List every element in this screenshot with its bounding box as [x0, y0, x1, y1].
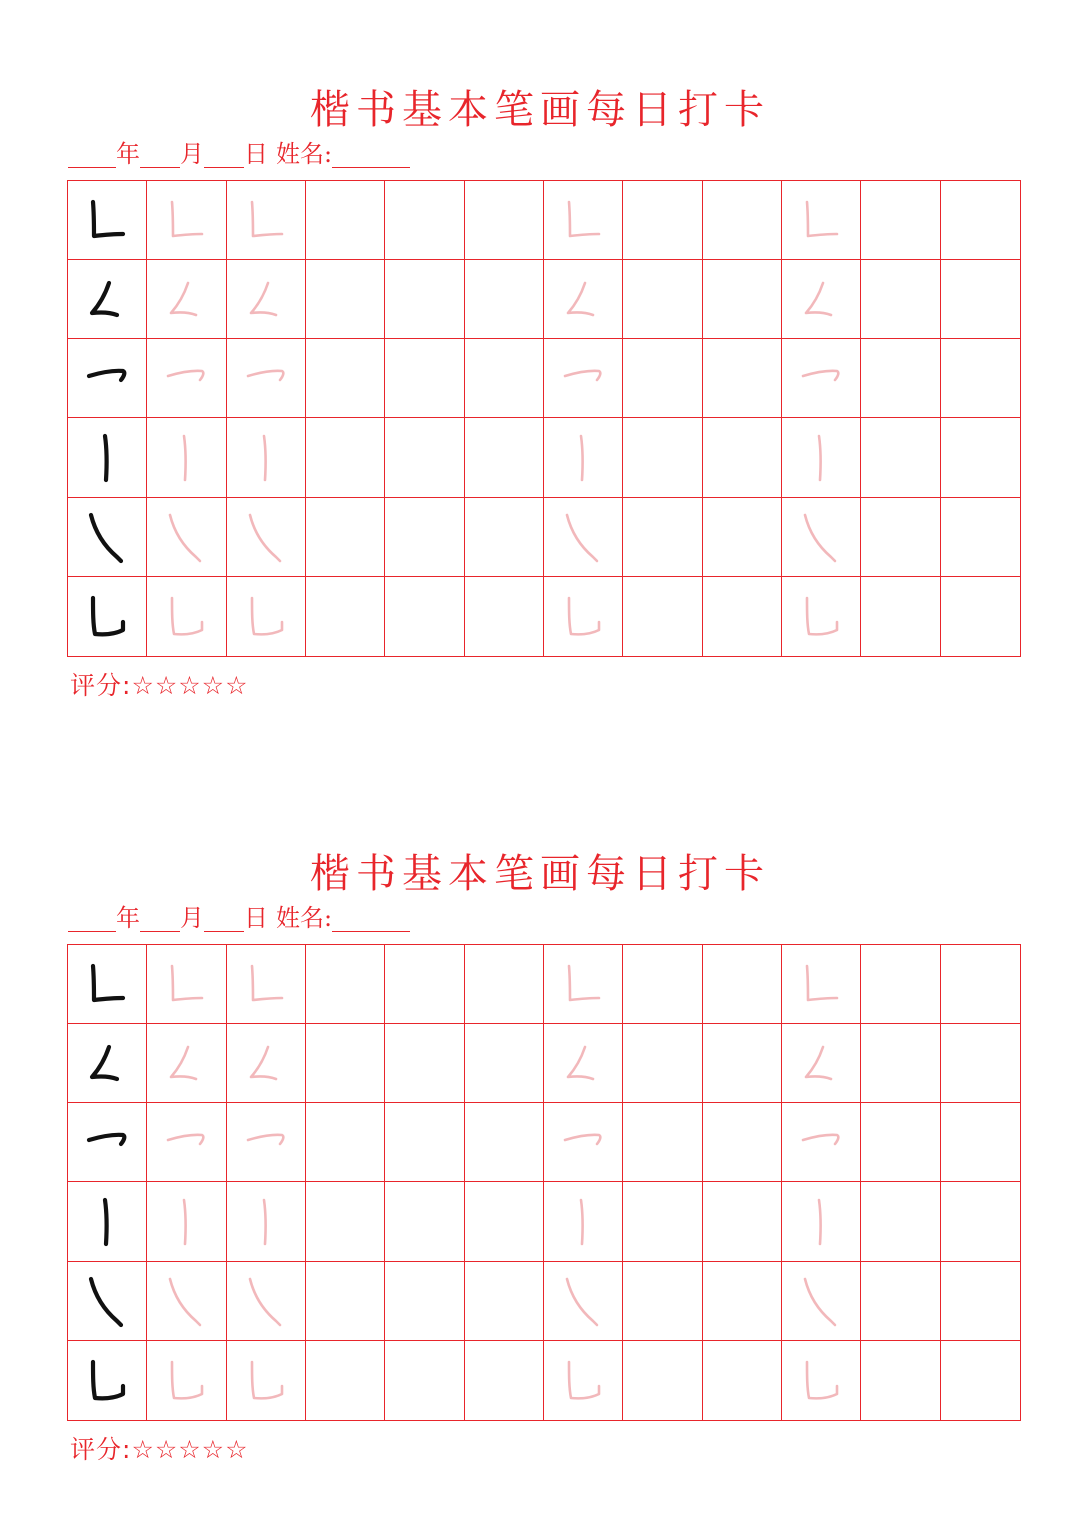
trace-stroke-cell[interactable]: [782, 339, 861, 418]
shu-wan-icon: [242, 1352, 290, 1408]
heng-gou-icon: [797, 350, 845, 406]
year-blank[interactable]: [68, 141, 116, 168]
shu-wan-icon: [797, 588, 845, 644]
shu-zhe-icon: [162, 192, 210, 248]
rating-line: [70, 1432, 249, 1468]
model-stroke-cell: [68, 1262, 147, 1341]
shu-zhe-icon: [83, 192, 131, 248]
trace-stroke-cell[interactable]: [227, 339, 306, 418]
model-stroke-cell: [68, 1341, 147, 1420]
xie-gou-icon: [83, 1273, 131, 1329]
shu-wan-icon: [162, 1352, 210, 1408]
pie-dian-icon: [559, 271, 607, 327]
blank-practice-cell[interactable]: [465, 1341, 544, 1420]
name-label: 姓名:: [276, 140, 333, 168]
blank-practice-cell[interactable]: [385, 418, 464, 497]
name-blank[interactable]: [332, 905, 410, 932]
blank-practice-cell[interactable]: [465, 1182, 544, 1261]
model-stroke-cell: [68, 339, 147, 418]
day-label: 日: [244, 904, 268, 932]
month-blank[interactable]: [140, 905, 180, 932]
model-stroke-cell: [68, 1182, 147, 1261]
blank-practice-cell[interactable]: [861, 1103, 940, 1182]
trace-stroke-cell[interactable]: [147, 181, 226, 260]
trace-stroke-cell[interactable]: [544, 1103, 623, 1182]
trace-stroke-cell[interactable]: [782, 181, 861, 260]
blank-practice-cell[interactable]: [465, 1103, 544, 1182]
pie-dian-icon: [797, 1035, 845, 1091]
model-stroke-cell: [68, 945, 147, 1024]
shu-wan-icon: [162, 588, 210, 644]
blank-practice-cell[interactable]: [861, 1024, 940, 1103]
blank-practice-cell[interactable]: [465, 945, 544, 1024]
blank-practice-cell[interactable]: [385, 1341, 464, 1420]
trace-stroke-cell[interactable]: [227, 498, 306, 577]
practice-grid: [67, 180, 1021, 657]
sheet-title: 楷书基本笔画每日打卡: [310, 87, 770, 133]
blank-practice-cell[interactable]: [941, 1262, 1020, 1341]
xie-gou-icon: [797, 1273, 845, 1329]
shu-icon: [797, 1194, 845, 1250]
blank-practice-cell[interactable]: [385, 339, 464, 418]
blank-practice-cell[interactable]: [861, 260, 940, 339]
trace-stroke-cell[interactable]: [147, 339, 226, 418]
blank-practice-cell[interactable]: [941, 181, 1020, 260]
trace-stroke-cell[interactable]: [147, 1103, 226, 1182]
shu-wan-icon: [242, 588, 290, 644]
trace-stroke-cell[interactable]: [544, 945, 623, 1024]
blank-practice-cell[interactable]: [306, 1182, 385, 1261]
model-stroke-cell: [68, 1024, 147, 1103]
xie-gou-icon: [83, 509, 131, 565]
blank-practice-cell[interactable]: [385, 577, 464, 656]
model-stroke-cell: [68, 260, 147, 339]
trace-stroke-cell[interactable]: [227, 1103, 306, 1182]
trace-stroke-cell[interactable]: [227, 260, 306, 339]
trace-stroke-cell[interactable]: [782, 1024, 861, 1103]
blank-practice-cell[interactable]: [941, 577, 1020, 656]
trace-stroke-cell[interactable]: [782, 260, 861, 339]
shu-icon: [559, 430, 607, 486]
pie-dian-icon: [162, 1035, 210, 1091]
blank-practice-cell[interactable]: [861, 1262, 940, 1341]
trace-stroke-cell[interactable]: [227, 577, 306, 656]
pie-dian-icon: [162, 271, 210, 327]
trace-stroke-cell[interactable]: [544, 1024, 623, 1103]
trace-stroke-cell[interactable]: [147, 1024, 226, 1103]
xie-gou-icon: [162, 1273, 210, 1329]
heng-gou-icon: [797, 1114, 845, 1170]
blank-practice-cell[interactable]: [306, 1103, 385, 1182]
blank-practice-cell[interactable]: [385, 498, 464, 577]
day-blank[interactable]: [204, 141, 244, 168]
shu-zhe-icon: [242, 956, 290, 1012]
sheet-title: 楷书基本笔画每日打卡: [310, 851, 770, 897]
blank-practice-cell[interactable]: [941, 418, 1020, 497]
blank-practice-cell[interactable]: [306, 260, 385, 339]
blank-practice-cell[interactable]: [941, 1182, 1020, 1261]
blank-practice-cell[interactable]: [385, 1262, 464, 1341]
blank-practice-cell[interactable]: [465, 418, 544, 497]
model-stroke-cell: [68, 1103, 147, 1182]
trace-stroke-cell[interactable]: [227, 1262, 306, 1341]
blank-practice-cell[interactable]: [385, 181, 464, 260]
blank-practice-cell[interactable]: [861, 945, 940, 1024]
trace-stroke-cell[interactable]: [782, 1103, 861, 1182]
blank-practice-cell[interactable]: [385, 1182, 464, 1261]
blank-practice-cell[interactable]: [703, 339, 782, 418]
blank-practice-cell[interactable]: [385, 260, 464, 339]
rating-line: [70, 668, 249, 704]
blank-practice-cell[interactable]: [623, 181, 702, 260]
practice-sheet-2: [0, 764, 1080, 1528]
year-label: 年: [116, 904, 140, 932]
xie-gou-icon: [797, 509, 845, 565]
blank-practice-cell[interactable]: [941, 1103, 1020, 1182]
trace-stroke-cell[interactable]: [147, 418, 226, 497]
blank-practice-cell[interactable]: [623, 260, 702, 339]
rating-label: 评分:: [70, 1435, 132, 1464]
xie-gou-icon: [559, 1273, 607, 1329]
day-blank[interactable]: [204, 905, 244, 932]
trace-stroke-cell[interactable]: [544, 577, 623, 656]
blank-practice-cell[interactable]: [861, 181, 940, 260]
blank-practice-cell[interactable]: [941, 498, 1020, 577]
blank-practice-cell[interactable]: [703, 1341, 782, 1420]
name-blank[interactable]: [332, 141, 410, 168]
trace-stroke-cell[interactable]: [782, 1262, 861, 1341]
blank-practice-cell[interactable]: [623, 1024, 702, 1103]
shu-icon: [242, 430, 290, 486]
trace-stroke-cell[interactable]: [227, 418, 306, 497]
heng-gou-icon: [83, 1114, 131, 1170]
trace-stroke-cell[interactable]: [782, 1182, 861, 1261]
heng-gou-icon: [242, 350, 290, 406]
trace-stroke-cell[interactable]: [147, 1262, 226, 1341]
blank-practice-cell[interactable]: [623, 1341, 702, 1420]
blank-practice-cell[interactable]: [703, 260, 782, 339]
shu-icon: [559, 1194, 607, 1250]
trace-stroke-cell[interactable]: [147, 577, 226, 656]
blank-practice-cell[interactable]: [465, 577, 544, 656]
trace-stroke-cell[interactable]: [227, 1024, 306, 1103]
blank-practice-cell[interactable]: [623, 339, 702, 418]
blank-practice-cell[interactable]: [306, 577, 385, 656]
blank-practice-cell[interactable]: [861, 1182, 940, 1261]
shu-zhe-icon: [83, 956, 131, 1012]
xie-gou-icon: [242, 509, 290, 565]
blank-practice-cell[interactable]: [385, 1024, 464, 1103]
shu-zhe-icon: [162, 956, 210, 1012]
rating-stars[interactable]: ☆☆☆☆☆: [131, 1435, 249, 1464]
shu-zhe-icon: [797, 192, 845, 248]
blank-practice-cell[interactable]: [306, 181, 385, 260]
blank-practice-cell[interactable]: [623, 1262, 702, 1341]
pie-dian-icon: [242, 1035, 290, 1091]
blank-practice-cell[interactable]: [306, 1341, 385, 1420]
trace-stroke-cell[interactable]: [227, 181, 306, 260]
blank-practice-cell[interactable]: [465, 498, 544, 577]
pie-dian-icon: [83, 1035, 131, 1091]
month-blank[interactable]: [140, 141, 180, 168]
trace-stroke-cell[interactable]: [227, 1182, 306, 1261]
blank-practice-cell[interactable]: [703, 945, 782, 1024]
trace-stroke-cell[interactable]: [544, 1341, 623, 1420]
trace-stroke-cell[interactable]: [544, 181, 623, 260]
blank-practice-cell[interactable]: [623, 945, 702, 1024]
heng-gou-icon: [559, 350, 607, 406]
practice-grid: [67, 944, 1021, 1421]
date-name-line: [68, 136, 410, 172]
month-label: 月: [180, 140, 204, 168]
trace-stroke-cell[interactable]: [544, 498, 623, 577]
blank-practice-cell[interactable]: [465, 1024, 544, 1103]
heng-gou-icon: [242, 1114, 290, 1170]
shu-icon: [797, 430, 845, 486]
trace-stroke-cell[interactable]: [227, 945, 306, 1024]
blank-practice-cell[interactable]: [941, 260, 1020, 339]
date-name-line: [68, 900, 410, 936]
blank-practice-cell[interactable]: [385, 945, 464, 1024]
shu-icon: [83, 430, 131, 486]
day-label: 日: [244, 140, 268, 168]
model-stroke-cell: [68, 498, 147, 577]
pie-dian-icon: [83, 271, 131, 327]
trace-stroke-cell[interactable]: [782, 577, 861, 656]
heng-gou-icon: [162, 1114, 210, 1170]
blank-practice-cell[interactable]: [703, 181, 782, 260]
blank-practice-cell[interactable]: [703, 1182, 782, 1261]
trace-stroke-cell[interactable]: [147, 1341, 226, 1420]
blank-practice-cell[interactable]: [465, 260, 544, 339]
blank-practice-cell[interactable]: [861, 418, 940, 497]
blank-practice-cell[interactable]: [465, 181, 544, 260]
trace-stroke-cell[interactable]: [544, 339, 623, 418]
blank-practice-cell[interactable]: [465, 339, 544, 418]
blank-practice-cell[interactable]: [861, 498, 940, 577]
blank-practice-cell[interactable]: [861, 339, 940, 418]
rating-label: 评分:: [70, 671, 132, 700]
blank-practice-cell[interactable]: [623, 418, 702, 497]
shu-wan-icon: [797, 1352, 845, 1408]
blank-practice-cell[interactable]: [703, 1103, 782, 1182]
blank-practice-cell[interactable]: [941, 945, 1020, 1024]
trace-stroke-cell[interactable]: [147, 1182, 226, 1261]
trace-stroke-cell[interactable]: [227, 1341, 306, 1420]
blank-practice-cell[interactable]: [703, 1262, 782, 1341]
shu-icon: [162, 430, 210, 486]
year-blank[interactable]: [68, 905, 116, 932]
trace-stroke-cell[interactable]: [544, 418, 623, 497]
blank-practice-cell[interactable]: [623, 577, 702, 656]
blank-practice-cell[interactable]: [861, 1341, 940, 1420]
blank-practice-cell[interactable]: [623, 1103, 702, 1182]
blank-practice-cell[interactable]: [703, 1024, 782, 1103]
shu-zhe-icon: [242, 192, 290, 248]
blank-practice-cell[interactable]: [306, 945, 385, 1024]
blank-practice-cell[interactable]: [941, 1024, 1020, 1103]
name-label: 姓名:: [276, 904, 333, 932]
blank-practice-cell[interactable]: [385, 1103, 464, 1182]
blank-practice-cell[interactable]: [306, 418, 385, 497]
blank-practice-cell[interactable]: [941, 1341, 1020, 1420]
shu-wan-icon: [559, 588, 607, 644]
pie-dian-icon: [242, 271, 290, 327]
trace-stroke-cell[interactable]: [782, 945, 861, 1024]
heng-gou-icon: [559, 1114, 607, 1170]
trace-stroke-cell[interactable]: [147, 498, 226, 577]
shu-wan-icon: [83, 588, 131, 644]
pie-dian-icon: [797, 271, 845, 327]
blank-practice-cell[interactable]: [306, 498, 385, 577]
pie-dian-icon: [559, 1035, 607, 1091]
rating-stars[interactable]: ☆☆☆☆☆: [131, 671, 249, 700]
heng-gou-icon: [83, 350, 131, 406]
trace-stroke-cell[interactable]: [147, 945, 226, 1024]
shu-wan-icon: [559, 1352, 607, 1408]
xie-gou-icon: [559, 509, 607, 565]
trace-stroke-cell[interactable]: [147, 260, 226, 339]
trace-stroke-cell[interactable]: [782, 418, 861, 497]
blank-practice-cell[interactable]: [861, 577, 940, 656]
month-label: 月: [180, 904, 204, 932]
shu-zhe-icon: [559, 192, 607, 248]
blank-practice-cell[interactable]: [703, 498, 782, 577]
shu-icon: [242, 1194, 290, 1250]
blank-practice-cell[interactable]: [465, 1262, 544, 1341]
model-stroke-cell: [68, 577, 147, 656]
shu-zhe-icon: [797, 956, 845, 1012]
blank-practice-cell[interactable]: [623, 498, 702, 577]
trace-stroke-cell[interactable]: [782, 498, 861, 577]
model-stroke-cell: [68, 418, 147, 497]
shu-icon: [162, 1194, 210, 1250]
shu-icon: [83, 1194, 131, 1250]
shu-zhe-icon: [559, 956, 607, 1012]
shu-wan-icon: [83, 1352, 131, 1408]
blank-practice-cell[interactable]: [941, 339, 1020, 418]
blank-practice-cell[interactable]: [623, 1182, 702, 1261]
blank-practice-cell[interactable]: [306, 339, 385, 418]
xie-gou-icon: [162, 509, 210, 565]
model-stroke-cell: [68, 181, 147, 260]
blank-practice-cell[interactable]: [306, 1262, 385, 1341]
blank-practice-cell[interactable]: [703, 577, 782, 656]
trace-stroke-cell[interactable]: [782, 1341, 861, 1420]
year-label: 年: [116, 140, 140, 168]
heng-gou-icon: [162, 350, 210, 406]
xie-gou-icon: [242, 1273, 290, 1329]
trace-stroke-cell[interactable]: [544, 260, 623, 339]
trace-stroke-cell[interactable]: [544, 1262, 623, 1341]
blank-practice-cell[interactable]: [703, 418, 782, 497]
trace-stroke-cell[interactable]: [544, 1182, 623, 1261]
blank-practice-cell[interactable]: [306, 1024, 385, 1103]
